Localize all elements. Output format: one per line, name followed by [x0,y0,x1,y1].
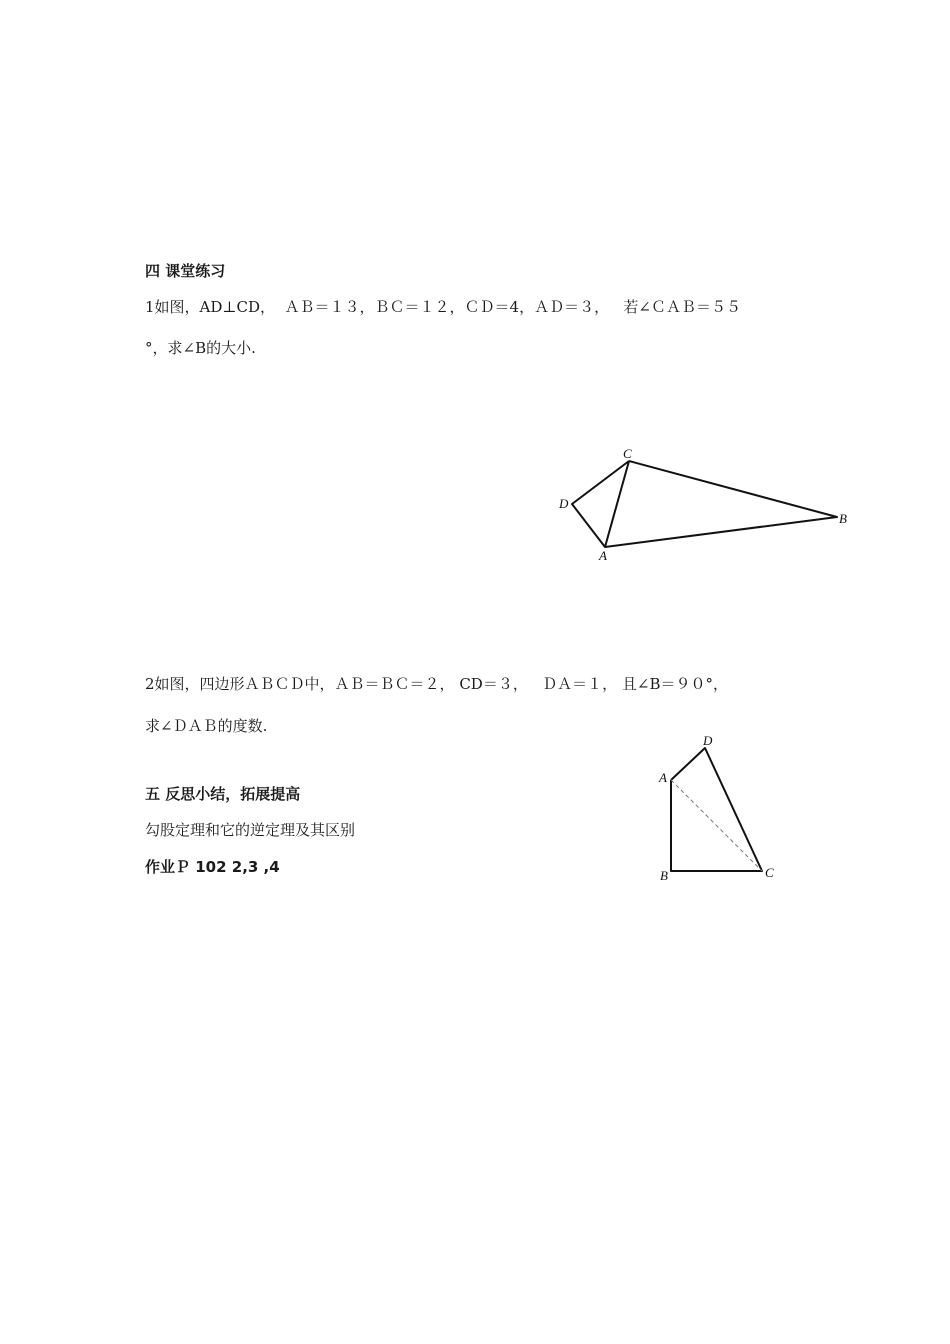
figure-1-label-c: C [623,446,632,461]
figure-2-quadrilateral [655,732,785,887]
figure-2-label-c: C [765,865,774,880]
homework-line: 作业Ｐ 102 2,3 ,4 [145,858,280,876]
figure-2-label-a: A [659,770,667,785]
figure-2-diagonal-ac [671,780,762,871]
problem-2-line-1: 2如图，四边形ＡＢＣＤ中，ＡＢ＝ＢＣ＝２， CD＝３， ＤＡ＝１， 且∠B＝９０°， [145,675,728,693]
problem-1-line-1: 1如图，AD⊥CD， ＡＢ＝１３，ＢＣ＝１２，ＣＤ＝4，ＡＤ＝３， 若∠ＣＡＢ＝５５ [145,298,741,316]
problem-1-line-2: °，求∠B的大小. [145,339,256,357]
figure-1-label-d: D [559,496,569,511]
section-4-heading: 四 课堂练习 [145,262,226,280]
figure-1-label-b: B [839,511,847,526]
figure-1-quadrilateral [550,440,860,570]
problem-2-line-2: 求∠ＤＡＢ的度数. [145,717,268,735]
figure-2-label-d: D [703,733,713,748]
figure-2-outline [671,748,762,871]
section-5-heading: 五 反思小结，拓展提高 [145,785,301,803]
section-5-summary: 勾股定理和它的逆定理及其区别 [145,821,356,839]
figure-1-label-a: A [599,548,607,563]
figure-1-outline [572,461,837,547]
figure-1-diagonal-ac [605,461,629,547]
figure-2-label-b: B [660,868,668,883]
